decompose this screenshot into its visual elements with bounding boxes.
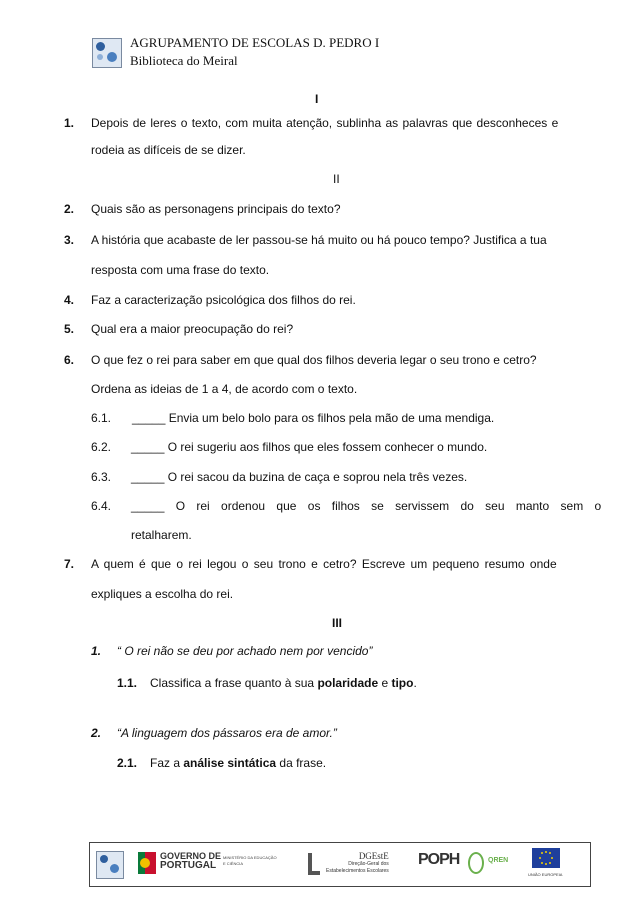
- question-1-line-2: rodeia as difíceis de se dizer.: [91, 143, 246, 157]
- part3-q1-1-number: 1.1.: [117, 676, 138, 690]
- question-5-text: Qual era a maior preocupação do rei?: [91, 322, 294, 336]
- part3-q2-1-text: [150, 756, 326, 770]
- question-2-number: 2.: [64, 202, 75, 216]
- question-6-line-1: O que fez o rei para saber em que qual dos filhos deveria legar o seu trono e cetro?: [91, 353, 537, 367]
- dgeste-line-3: Estabelecimentos Escolares: [326, 868, 389, 874]
- gov-portugal-text: [160, 851, 221, 871]
- question-3-line-2: resposta com uma frase do texto.: [91, 263, 270, 277]
- dgeste-line-2: Direção-Geral dos: [348, 861, 389, 867]
- part3-q2-1-number: 2.1.: [117, 756, 138, 770]
- bold-term: polaridade: [317, 676, 379, 690]
- question-4-text: Faz a caracterização psicológica dos filhos do rei.: [91, 293, 356, 307]
- bold-term: análise sintática: [183, 756, 277, 770]
- text-run: da frase.: [276, 756, 327, 770]
- dgeste-label: DGEstE: [358, 851, 389, 861]
- item-6-1-number: 6.1.: [91, 411, 112, 425]
- item-6-3-text: _____ O rei sacou da buzina de caça e soprou nela três vezes.: [131, 470, 468, 484]
- item-6-3-number: 6.3.: [91, 470, 112, 484]
- part3-q2-quote: “A linguagem dos pássaros era de amor.”: [117, 726, 337, 740]
- qren-text: QREN: [488, 857, 509, 864]
- gov-line-1: GOVERNO DE: [160, 851, 222, 861]
- dgeste-text: [326, 851, 389, 875]
- poph-logo: POPH: [418, 851, 460, 868]
- question-1: [64, 116, 74, 130]
- library-name: Biblioteca do Meiral: [130, 53, 238, 68]
- text-run: e: [378, 676, 392, 690]
- item-6-4-continuation: retalharem.: [131, 528, 192, 542]
- gov-line-2: PORTUGAL: [160, 860, 217, 871]
- text-run: .: [413, 676, 417, 690]
- footer-logos: [89, 842, 591, 887]
- item-6-2-text: _____ O rei sugeriu aos filhos que eles fossem conhecer o mundo.: [131, 440, 488, 454]
- question-7-line-1: A quem é que o rei legou o seu trono e cetro? Escreve um pequeno resumo onde: [91, 557, 557, 571]
- part3-q2-number: 2.: [91, 726, 102, 740]
- item-6-4-text: _____ O rei ordenou que os filhos se servissem do seu manto sem o: [131, 499, 602, 513]
- text-run: Classifica a frase quanto à sua: [150, 676, 318, 690]
- item-6-4-number: 6.4.: [91, 499, 112, 513]
- item-6-1-text: _____ Envia um belo bolo para os filhos pela mão de uma mendiga.: [132, 411, 495, 425]
- part3-q1-number: 1.: [91, 644, 102, 658]
- qren-logo-icon: [468, 852, 484, 874]
- bold-term: tipo: [391, 676, 414, 690]
- part3-q1-quote: “ O rei não se deu por achado nem por vencido”: [117, 644, 373, 658]
- ministry-text: [223, 855, 277, 867]
- eu-flag-icon: [532, 848, 560, 868]
- school-name: AGRUPAMENTO DE ESCOLAS D. PEDRO I: [130, 35, 380, 50]
- question-2-text: Quais são as personagens principais do texto?: [91, 202, 341, 216]
- part3-q1-1-text: [150, 676, 417, 690]
- question-1-line-1: Depois de leres o texto, com muita atenção, sublinha as palavras que desconheces e: [91, 116, 559, 130]
- section-heading-2: II: [333, 172, 340, 186]
- eu-text: UNIÃO EUROPEIA: [528, 872, 563, 877]
- school-logo: [92, 38, 122, 68]
- text-run: Faz a: [150, 756, 184, 770]
- ministry-line-2: E CIÊNCIA: [223, 861, 244, 866]
- question-4-number: 4.: [64, 293, 75, 307]
- question-6-line-2: Ordena as ideias de 1 a 4, de acordo com o texto.: [91, 382, 358, 396]
- item-6-2-number: 6.2.: [91, 440, 112, 454]
- dgeste-mark-icon: [308, 853, 320, 875]
- question-3-number: 3.: [64, 233, 75, 247]
- school-logo-small: [96, 851, 124, 879]
- question-7-line-2: expliques a escolha do rei.: [91, 587, 234, 601]
- header-text: [130, 34, 379, 70]
- question-3-line-1: A história que acabaste de ler passou-se há muito ou há pouco tempo? Justifica a tua: [91, 233, 547, 247]
- section-heading-3: III: [332, 616, 343, 630]
- ministry-line-1: MINISTÉRIO DA EDUCAÇÃO: [223, 855, 277, 860]
- question-5-number: 5.: [64, 322, 75, 336]
- question-number: 1.: [64, 116, 75, 130]
- portugal-emblem-icon: [138, 852, 156, 874]
- question-6-number: 6.: [64, 353, 75, 367]
- question-7-number: 7.: [64, 557, 75, 571]
- section-heading-1: I: [315, 92, 319, 106]
